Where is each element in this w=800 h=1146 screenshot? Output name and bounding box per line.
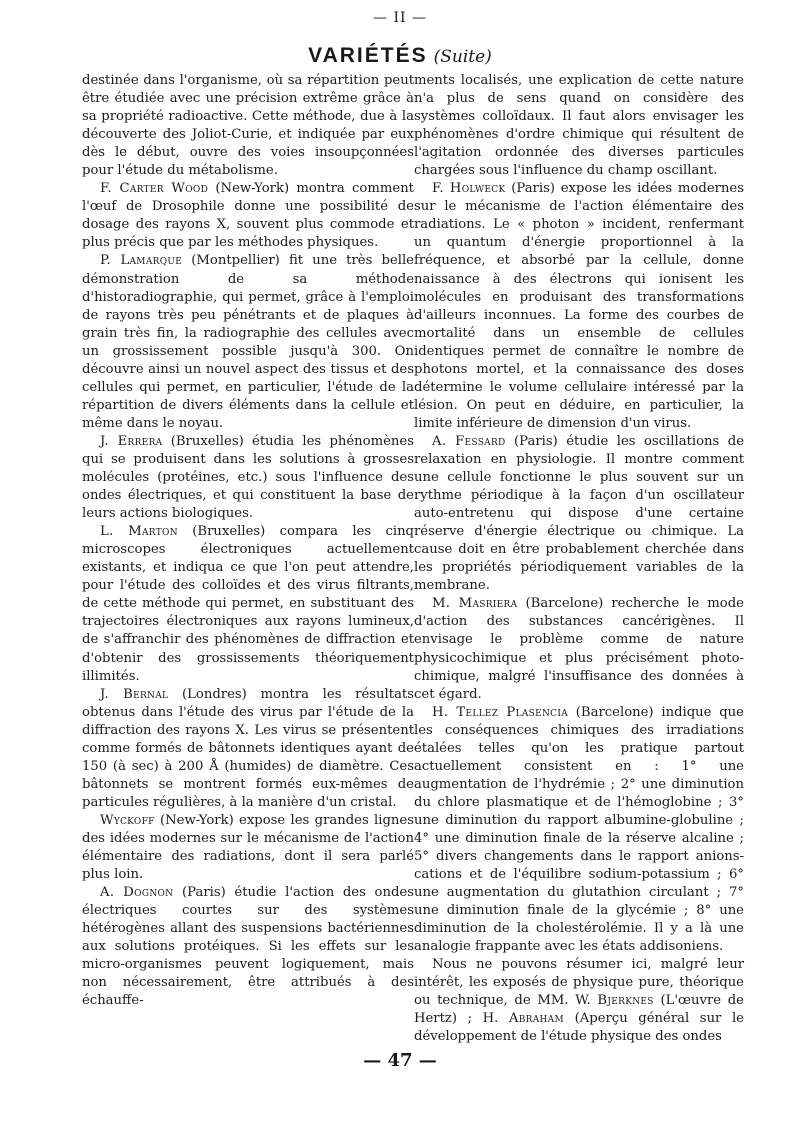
folio: — II —	[373, 10, 427, 26]
left-column	[82, 72, 414, 1010]
page-number: — 47 —	[363, 1050, 437, 1071]
author-name: Bjerknes	[597, 993, 654, 1009]
paragraph	[414, 180, 744, 433]
paragraph	[82, 180, 414, 252]
paragraph-text: (L'œuvre de Hertz) ; H.	[414, 993, 744, 1027]
paragraph-text: (Barcelone) indique que les conséquences chimiques des irradiations étalées telles qu'on les pratique partout actuellement consistent en : 1° une augmentation de l'hydrémie ; 2° une diminution du chlore plasmatique et de l'hémoglobine ; 3° une diminution du rapport albumine-globuline ; 4° une diminution finale de la réserve alcaline ; 5° divers changements dans le rapport anions-cations et de l'équilibre sodium-potassium ; 6° une augmentation du glutathion circulant ; 7° une diminution finale de la glycémie ; 8° une diminution de la cholestérolémie. Il y a là une analogie frappante avec les états addisoniens.	[414, 704, 744, 955]
paragraph-text: (Londres) montra les résultats obtenus dans l'étude des virus par l'étude de la diffraction des rayons X. Les virus se présentent comme formés de bâtonnets identiques ayant de 150 (à sec) à 200 Å (humides) de diamètre. Ces bâtonnets se montrent formés eux-mêmes de particules régulières, à la manière d'un cristal.	[82, 686, 415, 810]
author-name: L. Marton	[100, 524, 178, 540]
paragraph	[414, 595, 744, 703]
author-name: F. Carter Wood	[100, 181, 209, 197]
paragraph: ments localisés, une explication de cette nature n'a plus de sens quand on considère des systèmes colloïdaux. Il faut alors envisager les phénomènes d'ordre chimique qui résultent de l'agitation ordonnée des diverses particules chargées sous l'influence du champ oscillant.	[414, 73, 744, 179]
author-name: M. Masriera	[432, 596, 518, 612]
paragraph-text: (Paris) étudie les oscillations de relaxation en physiologie. Il montre comment une cellule fonctionne le plus souvent sur un rythme périodique à la façon d'un oscillateur auto-entretenu qui dispose d'une certaine réserve d'énergie électrique ou chimique. La cause doit en être probablement cherchée dans les propriétés périodiquement variables de la membrane.	[414, 433, 744, 594]
paragraph	[414, 433, 744, 595]
paragraph-text: (Bruxelles) étudia les phénomènes qui se produisent dans les solutions à grosses molécules (protéines, etc.) sous l'influence des ondes électriques, et qui constituent la base de leurs actions biologiques.	[82, 433, 414, 522]
paragraph-text: Nous ne pouvons résumer ici, malgré leur intérêt, les exposés de physique pure, théorique ou technique, de MM. W.	[414, 957, 744, 1009]
paragraph-text: (Paris) étudie l'action des ondes électriques courtes sur des systèmes hétérogènes allant des suspensions bactériennes aux solutions protéiques. Si les effets sur les micro-organismes peuvent logiquement, mais non nécessairement, être attribués à des échauffe-	[82, 885, 414, 1009]
paragraph-text: (Montpellier) fit une très belle démonstration de sa méthode d'historadiographie, qui permet, grâce à l'emploi de rayons très peu pénétrants et de plaques à grain très fin, la radiographie des cellules avec un grossissement possible jusqu'à 300. On découvre ainsi un nouvel aspect des tissus et des cellules qui permet, en particulier, l'étude de la répartition de divers éléments dans la cellule et même dans le noyau.	[82, 253, 414, 431]
paragraph	[414, 704, 744, 957]
running-title	[0, 44, 800, 68]
author-name: J. Bernal	[100, 686, 169, 702]
section-title: VARIÉTÉS	[308, 44, 428, 67]
right-column	[414, 72, 744, 1047]
paragraph	[82, 686, 414, 812]
paragraph	[82, 523, 414, 685]
author-name: H. Tellez Plasencia	[432, 704, 568, 720]
author-name: A. Fessard	[432, 433, 506, 449]
paragraph	[82, 433, 414, 523]
paragraph: destinée dans l'organisme, où sa répartition peut être étudiée avec une précision extrême grâce à sa propriété radioactive. Cette méthode, due à la découverte des Joliot-Curie, et indiquée par eux dès le début, ouvre des voies insoupçonnées pour l'étude du métabolisme.	[82, 73, 414, 179]
paragraph-text: (New-York) montra comment l'œuf de Drosophile donne une possibilité de dosage des rayons X, souvent plus commode et plus précis que par les méthodes physiques.	[82, 181, 414, 251]
author-name: A. Dognon	[100, 885, 174, 901]
section-subtitle: (Suite)	[433, 47, 492, 67]
paragraph-text: (Barcelone) recherche le mode d'action des substances cancérigènes. Il envisage le problème comme de nature physicochimique et plus précisément photo-chimique, malgré l'insuffisance des données à cet égard.	[414, 596, 744, 702]
paragraph-text: (Aperçu général sur le développement de l'étude physique des ondes	[414, 1011, 744, 1045]
paragraph	[82, 252, 414, 432]
author-name: F. Holweck	[432, 181, 506, 197]
paragraph	[82, 812, 414, 884]
author-name: P. Lamarque	[100, 253, 183, 269]
paragraph	[82, 884, 414, 1010]
paragraph-text: (Bruxelles) compara les cinq microscopes électroniques actuellement existants, et indiqua ce que l'on peut attendre, pour l'étude des colloïdes et des virus filtrants, de cette méthode qui permet, en substituant des trajectoires électroniques aux rayons lumineux, de s'affranchir des phénomènes de diffraction et d'obtenir des grossissements théoriquement illimités.	[82, 524, 415, 684]
author-name: Wyckoff	[100, 812, 155, 828]
paragraph	[414, 956, 744, 1046]
paragraph-text: (New-York) expose les grandes lignes des idées modernes sur le mécanisme de l'action élémentaire des radiations, dont il sera parlé plus loin.	[82, 812, 414, 883]
author-name: J. Errera	[100, 433, 163, 449]
author-name: Abraham	[508, 1011, 564, 1027]
paragraph-text: (Paris) expose les idées modernes sur le mécanisme de l'action élémentaire des radiations. Le « photon » incident, renfermant un quantum d'énergie proportionnel à la fréquence, et absorbé par la cellule, donne naissance à des électrons qui ionisent les molécules en produisant des transformations d'ailleurs inconnues. La forme des courbes de mortalité dans un ensemble de cellules identiques permet de connaître le nombre de photons mortel, et la connaissance des doses détermine le volume cellulaire intéressé par la lésion. On peut en déduire, en particulier, la limite inférieure de dimension d'un virus.	[414, 181, 744, 431]
